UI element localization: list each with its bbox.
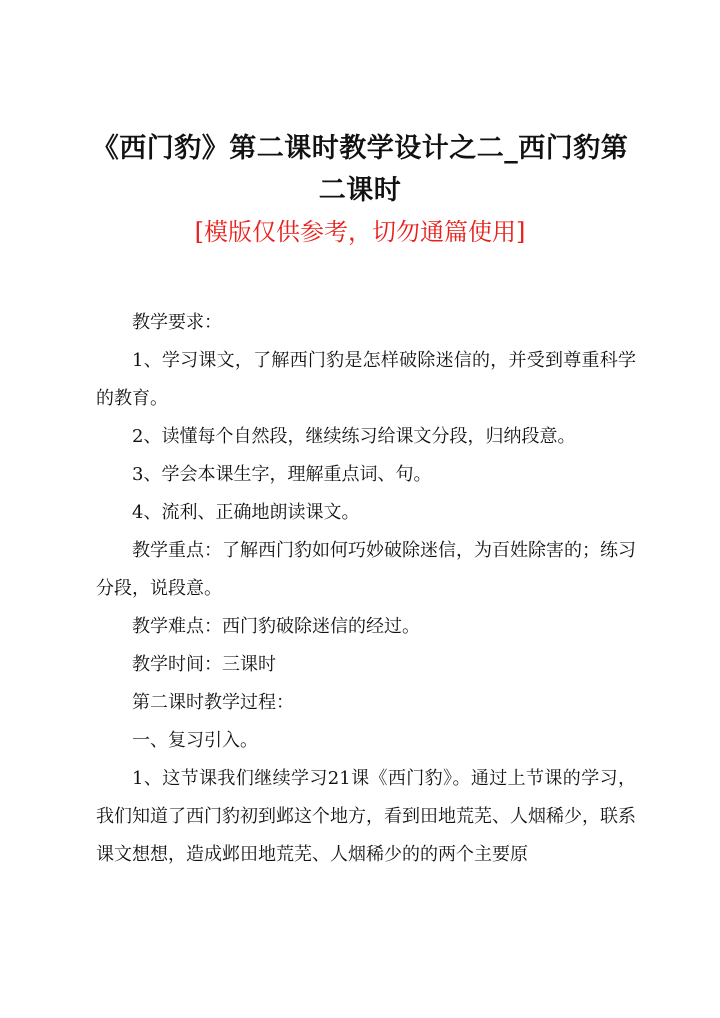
paragraph-teaching-time: 教学时间：三课时: [132, 654, 276, 675]
paragraph-review-1: 1、这节课我们继续学习21课《西门豹》。通过上节课的学习，我们知道了西门豹初到邺这个地方，看到田地荒芜、人烟稀少，联系课文想想，造成邺田地荒芜、人烟稀少的的两个主要原: [96, 768, 636, 865]
paragraph-key-points: 教学重点：了解西门豹如何巧妙破除迷信，为百姓除害的；练习分段，说段意。: [96, 540, 636, 599]
paragraph-difficulties: 教学难点：西门豹破除迷信的经过。: [132, 616, 420, 637]
paragraph-requirement-1: 1、学习课文，了解西门豹是怎样破除迷信的，并受到尊重科学的教育。: [96, 350, 636, 409]
paragraph-review-intro: 一、复习引入。: [132, 730, 258, 751]
paragraph-process-heading: 第二课时教学过程：: [132, 692, 294, 713]
paragraph-requirement-4: 4、流利、正确地朗读课文。: [132, 502, 360, 523]
paragraph-requirement-3: 3、学会本课生字，理解重点词、句。: [132, 464, 432, 485]
document-body: [96, 304, 636, 874]
paragraph-requirements-heading: 教学要求：: [132, 312, 222, 333]
document-title: 《西门豹》第二课时教学设计之二_西门豹第二课时: [91, 133, 629, 206]
paragraph-requirement-2: 2、读懂每个自然段，继续练习给课文分段，归纳段意。: [132, 426, 576, 447]
template-notice: [模版仅供参考，切勿通篇使用]: [194, 218, 526, 246]
